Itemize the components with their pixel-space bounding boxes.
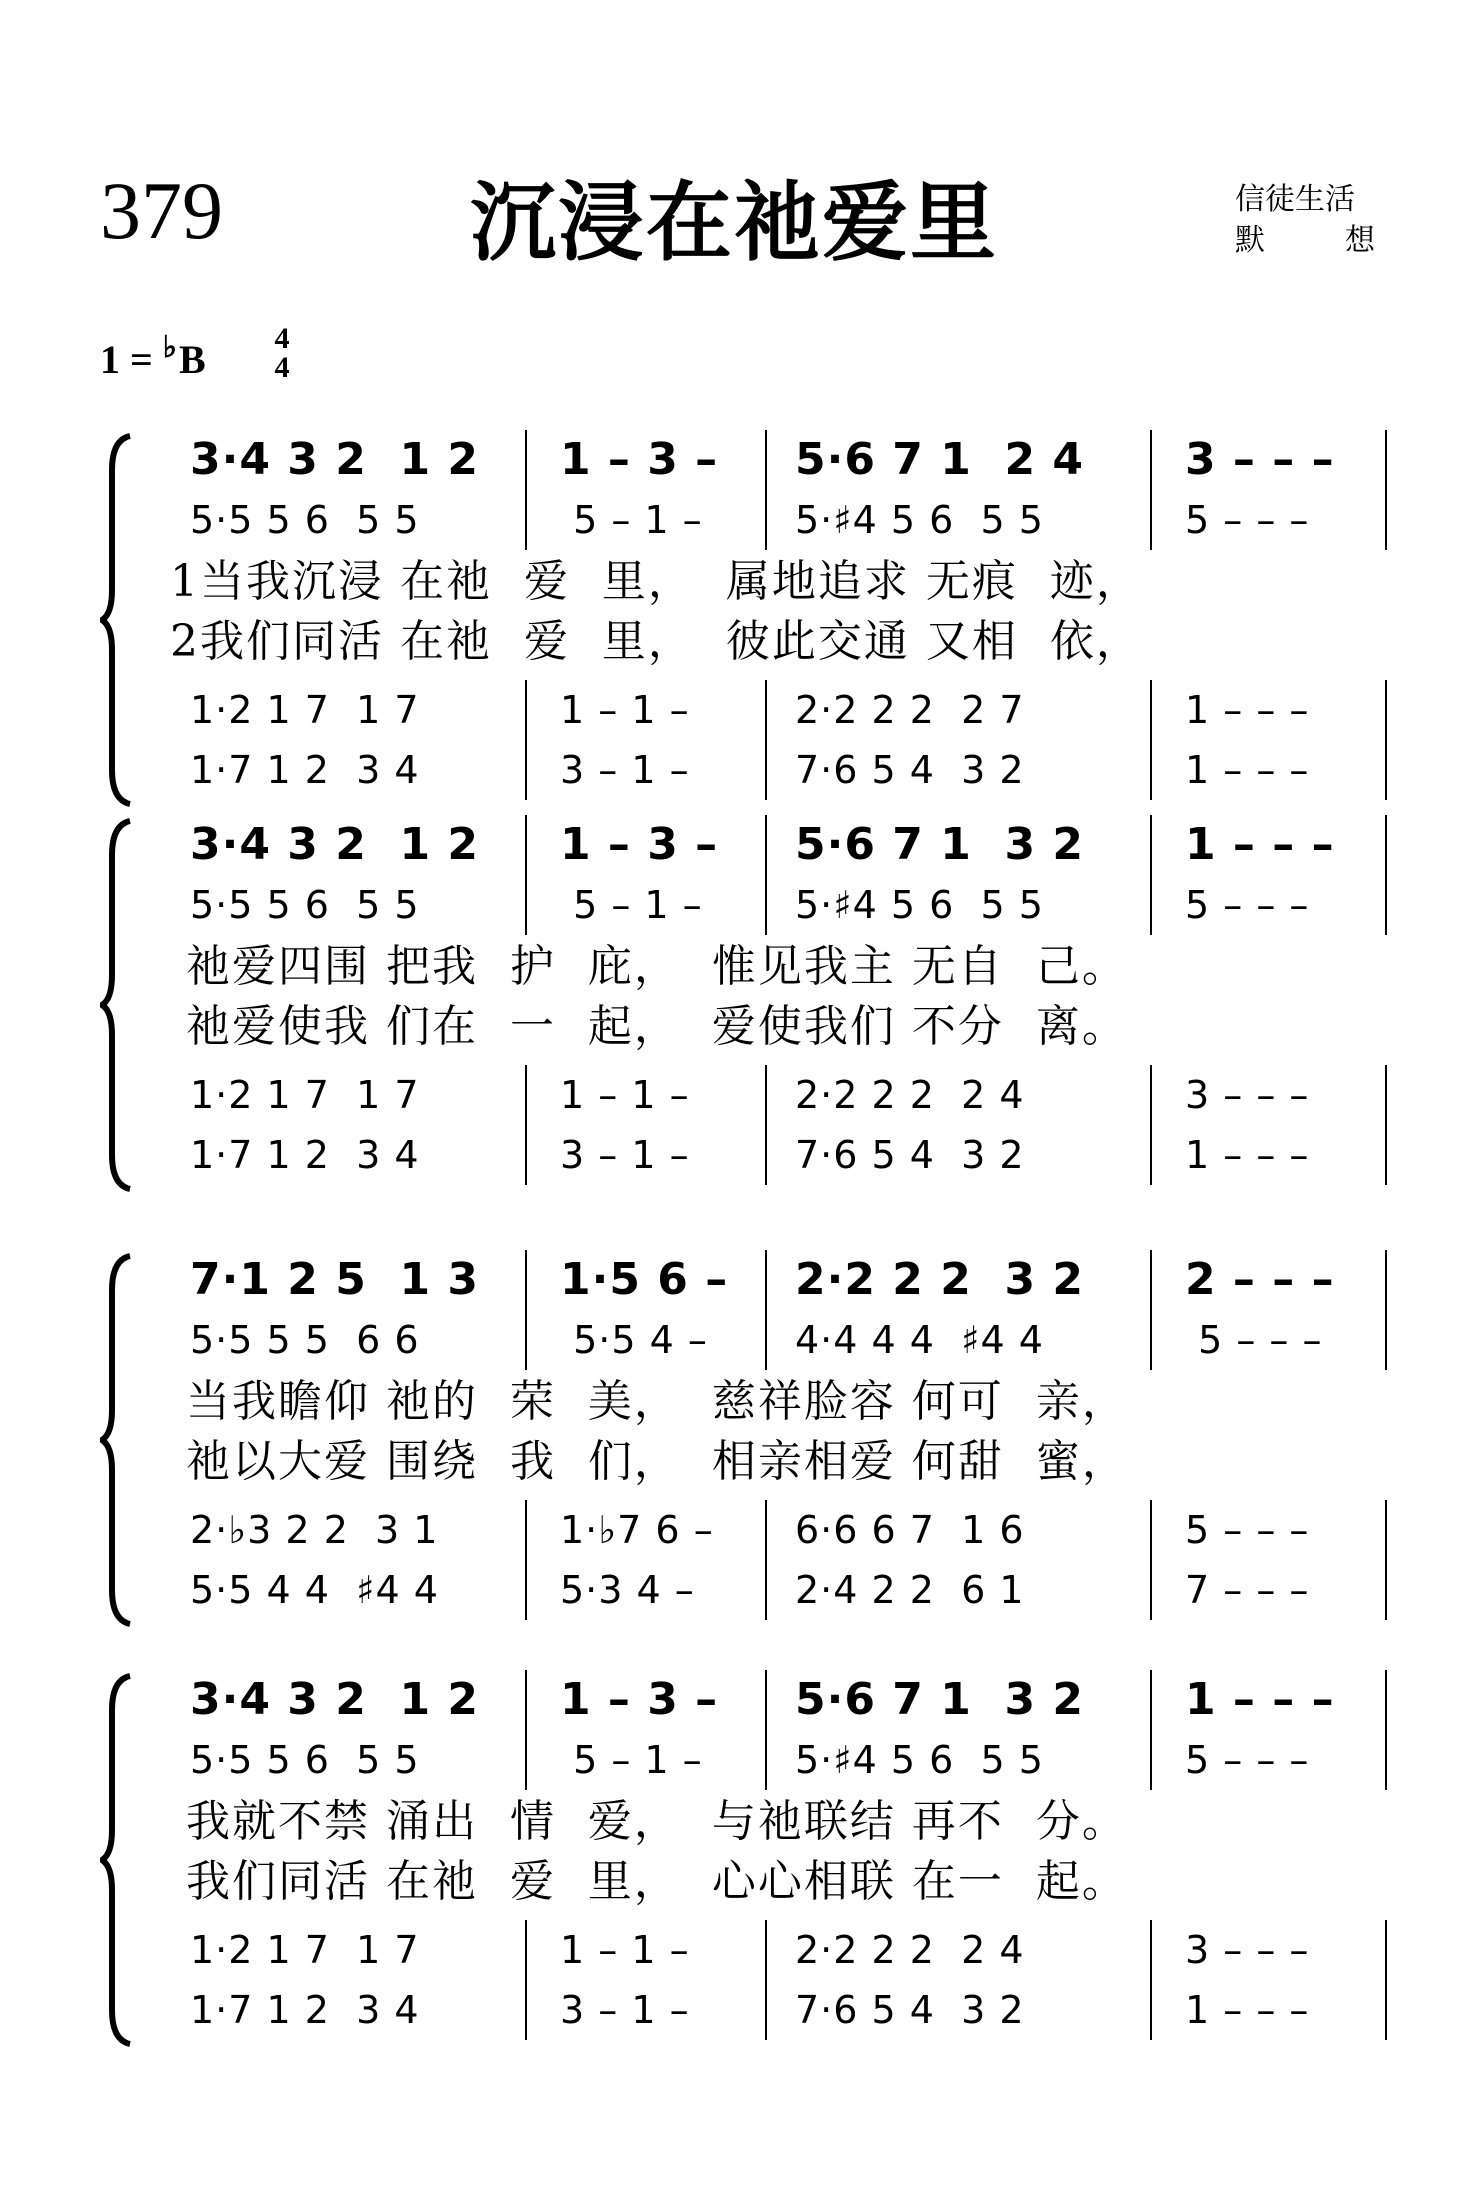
measure — [560, 875, 703, 935]
soprano-part — [170, 815, 1390, 875]
barline — [525, 1065, 527, 1125]
measure — [1185, 1310, 1323, 1370]
measure — [190, 490, 420, 550]
barline — [1385, 680, 1387, 740]
author-char: 想 — [1345, 223, 1375, 258]
barline — [1150, 740, 1152, 800]
barline — [765, 1125, 767, 1185]
measure-notes: 2·♭3 2 2 3 1 — [190, 1508, 439, 1552]
measure-notes: 5·5 5 6 5 5 — [190, 498, 420, 542]
hymn-author — [1235, 223, 1375, 258]
measure-notes: 1 – – – — [1185, 819, 1335, 870]
measure — [795, 1310, 1044, 1370]
measure — [190, 430, 479, 490]
measure — [1185, 1730, 1309, 1790]
hymn-title: 沉浸在祂爱里 — [470, 172, 998, 273]
score-system — [100, 1670, 1390, 2050]
barline — [1150, 1500, 1152, 1560]
measure — [1185, 680, 1309, 740]
measure — [1185, 490, 1309, 550]
key-prefix: 1 = — [100, 337, 153, 382]
hymn-source: 信徒生活 — [1235, 182, 1355, 217]
measure-notes: 5·3 4 – — [560, 1568, 695, 1612]
barline — [525, 1250, 527, 1310]
measure-notes: 5 – – – — [1185, 498, 1310, 542]
barline — [1385, 815, 1387, 875]
measure — [560, 1670, 718, 1730]
barline — [1150, 815, 1152, 875]
measure-notes: 2·2 2 2 2 4 — [795, 1928, 1025, 1972]
measure-notes: 5·♯4 5 6 5 5 — [795, 498, 1044, 542]
measure-notes: 5·5 5 5 6 6 — [190, 1318, 420, 1362]
barline — [1385, 740, 1387, 800]
measure-notes: 1 – 1 – — [560, 1928, 690, 1972]
measure-notes: 1·7 1 2 3 4 — [190, 1133, 420, 1177]
tenor-part — [170, 1065, 1390, 1125]
measure — [795, 1730, 1044, 1790]
barline — [1385, 1560, 1387, 1620]
barline — [765, 875, 767, 935]
barline — [1150, 1310, 1152, 1370]
measure-notes: 7·6 5 4 3 2 — [795, 1988, 1025, 2032]
measure — [560, 1250, 728, 1310]
measure-notes: 1 – – – — [1185, 1988, 1310, 2032]
measure-notes: 5·5 5 6 5 5 — [190, 1738, 420, 1782]
measure-notes: 2·2 2 2 3 2 — [795, 1254, 1084, 1305]
barline — [1385, 1730, 1387, 1790]
measure — [560, 1730, 703, 1790]
barline — [1150, 1065, 1152, 1125]
barline — [1150, 1920, 1152, 1980]
barline — [1150, 490, 1152, 550]
measure-notes: 6·6 6 7 1 6 — [795, 1508, 1025, 1552]
measure — [560, 490, 703, 550]
measure — [1185, 740, 1309, 800]
measure — [795, 430, 1084, 490]
measure-notes: 3·4 3 2 1 2 — [190, 434, 479, 485]
measure-notes: 2·2 2 2 2 7 — [795, 688, 1025, 732]
alto-part — [170, 1730, 1390, 1790]
measure — [560, 1920, 690, 1980]
flat-sign: ♭ — [162, 331, 177, 364]
measure — [190, 1670, 479, 1730]
lyric-line: 我就不禁 涌出 情 爱， 与祂联结 再不 分。 — [170, 1796, 1128, 1847]
barline — [1150, 1670, 1152, 1730]
score-system — [100, 430, 1390, 810]
barline — [765, 1500, 767, 1560]
key-note: B — [178, 337, 206, 382]
measure-notes: 5 – 1 – — [560, 1738, 703, 1782]
alto-part — [170, 875, 1390, 935]
measure-notes: 5·6 7 1 3 2 — [795, 1674, 1084, 1725]
measure — [795, 1250, 1084, 1310]
measure — [795, 680, 1025, 740]
measure-notes: 5·♯4 5 6 5 5 — [795, 1738, 1044, 1782]
time-numerator: 4 — [274, 322, 290, 355]
barline — [1385, 1065, 1387, 1125]
barline — [1150, 1125, 1152, 1185]
measure — [795, 490, 1044, 550]
alto-part — [170, 490, 1390, 550]
author-char: 默 — [1235, 223, 1265, 258]
measure-notes: 1 – – – — [1185, 1674, 1335, 1725]
measure-notes: 5 – 1 – — [560, 883, 703, 927]
measure — [560, 1500, 714, 1560]
lyric-line: 祂以大爱 围绕 我 们， 相亲相爱 何甜 蜜， — [170, 1436, 1128, 1487]
measure — [190, 1310, 420, 1370]
measure-notes: 1·♭7 6 – — [560, 1508, 714, 1552]
barline — [525, 1670, 527, 1730]
measure — [560, 740, 690, 800]
measure — [190, 680, 420, 740]
measure — [190, 1920, 420, 1980]
barline — [525, 1560, 527, 1620]
measure-notes: 5·♯4 5 6 5 5 — [795, 883, 1044, 927]
bass-part — [170, 740, 1390, 800]
barline — [525, 490, 527, 550]
measure-notes: 5·5 4 4 ♯4 4 — [190, 1568, 439, 1612]
measure — [190, 740, 420, 800]
barline — [1385, 1250, 1387, 1310]
barline — [525, 1125, 527, 1185]
measure-notes: 7·6 5 4 3 2 — [795, 748, 1025, 792]
barline — [765, 740, 767, 800]
barline — [1385, 1920, 1387, 1980]
measure-notes: 5 – – – — [1185, 1318, 1323, 1362]
measure-notes: 7 – – – — [1185, 1568, 1310, 1612]
lyric-line: 当我瞻仰 祂的 荣 美， 慈祥脸容 何可 亲， — [170, 1376, 1128, 1427]
measure — [560, 1310, 708, 1370]
system-brace — [100, 1670, 140, 2050]
measure — [795, 1125, 1025, 1185]
measure-notes: 1 – – – — [1185, 1133, 1310, 1177]
measure — [560, 1980, 690, 2040]
measure-notes: 5·5 4 – — [560, 1318, 708, 1362]
bass-part — [170, 1125, 1390, 1185]
measure — [560, 815, 718, 875]
measure-notes: 1 – 1 – — [560, 688, 690, 732]
measure-notes: 1·2 1 7 1 7 — [190, 688, 420, 732]
barline — [765, 490, 767, 550]
measure — [795, 740, 1025, 800]
lyric-line: 我们同活 在祂 爱 里， 心心相联 在一 起。 — [170, 1856, 1128, 1907]
barline — [525, 430, 527, 490]
barline — [765, 1250, 767, 1310]
measure-notes: 5·6 7 1 2 4 — [795, 434, 1084, 485]
measure-notes: 5 – – – — [1185, 1738, 1310, 1782]
measure — [1185, 1560, 1309, 1620]
measure — [795, 1560, 1025, 1620]
lyric-line: 祂爱使我 们在 一 起， 爱使我们 不分 离。 — [170, 1001, 1128, 1052]
time-signature — [270, 322, 294, 384]
lyric-line: 1当我沉浸 在祂 爱 里， 属地追求 无痕 迹， — [170, 556, 1142, 607]
tenor-part — [170, 1920, 1390, 1980]
measure-notes: 1·5 6 – — [560, 1254, 729, 1305]
measure — [190, 1500, 438, 1560]
measure-notes: 5 – 1 – — [560, 498, 703, 542]
barline — [765, 1730, 767, 1790]
measure-notes: 1 – – – — [1185, 748, 1310, 792]
measure — [1185, 430, 1335, 490]
barline — [525, 1980, 527, 2040]
measure — [795, 875, 1044, 935]
measure — [1185, 1670, 1335, 1730]
lyric-line: 2我们同活 在祂 爱 里， 彼此交通 又相 依， — [170, 616, 1142, 667]
barline — [765, 680, 767, 740]
system-brace — [100, 815, 140, 1195]
measure — [190, 1730, 420, 1790]
system-brace — [100, 1250, 140, 1630]
measure-notes: 2·4 2 2 6 1 — [795, 1568, 1025, 1612]
measure-notes: 1 – 3 – — [560, 1674, 719, 1725]
barline — [525, 815, 527, 875]
measure — [1185, 815, 1335, 875]
barline — [765, 1560, 767, 1620]
barline — [765, 815, 767, 875]
measure — [1185, 1250, 1335, 1310]
barline — [525, 1500, 527, 1560]
barline — [1385, 1500, 1387, 1560]
measure-notes: 5 – – – — [1185, 1508, 1310, 1552]
measure — [795, 1065, 1025, 1125]
key-signature — [100, 331, 206, 382]
barline — [765, 430, 767, 490]
barline — [1385, 1125, 1387, 1185]
measure-notes: 7·6 5 4 3 2 — [795, 1133, 1025, 1177]
measure-notes: 5·6 7 1 3 2 — [795, 819, 1084, 870]
measure-notes: 5·5 5 6 5 5 — [190, 883, 420, 927]
measure-notes: 1 – 3 – — [560, 819, 719, 870]
measure — [560, 1560, 695, 1620]
measure — [795, 1980, 1025, 2040]
measure-notes: 1·2 1 7 1 7 — [190, 1073, 420, 1117]
measure-notes: 3 – 1 – — [560, 1988, 690, 2032]
score-system — [100, 1250, 1390, 1630]
time-denominator: 4 — [274, 350, 290, 384]
measure-notes: 2 – – – — [1185, 1254, 1335, 1305]
measure — [795, 815, 1084, 875]
barline — [525, 740, 527, 800]
barline — [765, 1920, 767, 1980]
hymn-number: 379 — [100, 165, 223, 256]
measure-notes: 1·7 1 2 3 4 — [190, 748, 420, 792]
soprano-part — [170, 1670, 1390, 1730]
measure — [1185, 875, 1309, 935]
measure-notes: 5 – – – — [1185, 883, 1310, 927]
measure-notes: 1 – 3 – — [560, 434, 719, 485]
alto-part — [170, 1310, 1390, 1370]
measure-notes: 2·2 2 2 2 4 — [795, 1073, 1025, 1117]
measure — [1185, 1500, 1309, 1560]
measure-notes: 3 – – – — [1185, 434, 1335, 485]
measure-notes: 1·2 1 7 1 7 — [190, 1928, 420, 1972]
system-brace — [100, 430, 140, 810]
barline — [1150, 430, 1152, 490]
measure — [1185, 1920, 1309, 1980]
measure — [190, 1560, 439, 1620]
barline — [525, 1730, 527, 1790]
measure-notes: 3 – – – — [1185, 1928, 1310, 1972]
lyric-line: 祂爱四围 把我 护 庇， 惟见我主 无自 己。 — [170, 941, 1128, 992]
measure-notes: 4·4 4 4 ♯4 4 — [795, 1318, 1044, 1362]
barline — [765, 1670, 767, 1730]
barline — [1150, 1560, 1152, 1620]
tenor-part — [170, 1500, 1390, 1560]
measure — [190, 815, 479, 875]
measure-notes: 1·7 1 2 3 4 — [190, 1988, 420, 2032]
barline — [1385, 430, 1387, 490]
measure-notes: 3·4 3 2 1 2 — [190, 819, 479, 870]
soprano-part — [170, 1250, 1390, 1310]
measure — [560, 680, 690, 740]
barline — [1150, 875, 1152, 935]
barline — [1150, 680, 1152, 740]
bass-part — [170, 1980, 1390, 2040]
barline — [525, 1310, 527, 1370]
barline — [1385, 1670, 1387, 1730]
barline — [1385, 1980, 1387, 2040]
barline — [765, 1065, 767, 1125]
measure-notes: 7·1 2 5 1 3 — [190, 1254, 479, 1305]
measure-notes: 3 – 1 – — [560, 748, 690, 792]
measure-notes: 3·4 3 2 1 2 — [190, 1674, 479, 1725]
barline — [1150, 1730, 1152, 1790]
measure — [1185, 1065, 1309, 1125]
measure — [190, 875, 420, 935]
measure — [190, 1980, 420, 2040]
measure — [560, 1125, 690, 1185]
barline — [1385, 875, 1387, 935]
barline — [1385, 1310, 1387, 1370]
measure — [1185, 1125, 1309, 1185]
measure — [795, 1920, 1025, 1980]
barline — [525, 1920, 527, 1980]
measure — [1185, 1980, 1309, 2040]
barline — [765, 1310, 767, 1370]
barline — [1385, 490, 1387, 550]
tenor-part — [170, 680, 1390, 740]
measure — [560, 1065, 690, 1125]
measure — [190, 1250, 479, 1310]
measure-notes: 1 – – – — [1185, 688, 1310, 732]
barline — [525, 680, 527, 740]
measure-notes: 3 – 1 – — [560, 1133, 690, 1177]
barline — [525, 875, 527, 935]
measure — [795, 1670, 1084, 1730]
measure — [190, 1065, 420, 1125]
barline — [765, 1980, 767, 2040]
measure — [190, 1125, 420, 1185]
measure-notes: 1 – 1 – — [560, 1073, 690, 1117]
bass-part — [170, 1560, 1390, 1620]
measure-notes: 3 – – – — [1185, 1073, 1310, 1117]
measure — [795, 1500, 1025, 1560]
measure — [560, 430, 718, 490]
score-system — [100, 815, 1390, 1195]
barline — [1150, 1250, 1152, 1310]
barline — [1150, 1980, 1152, 2040]
soprano-part — [170, 430, 1390, 490]
